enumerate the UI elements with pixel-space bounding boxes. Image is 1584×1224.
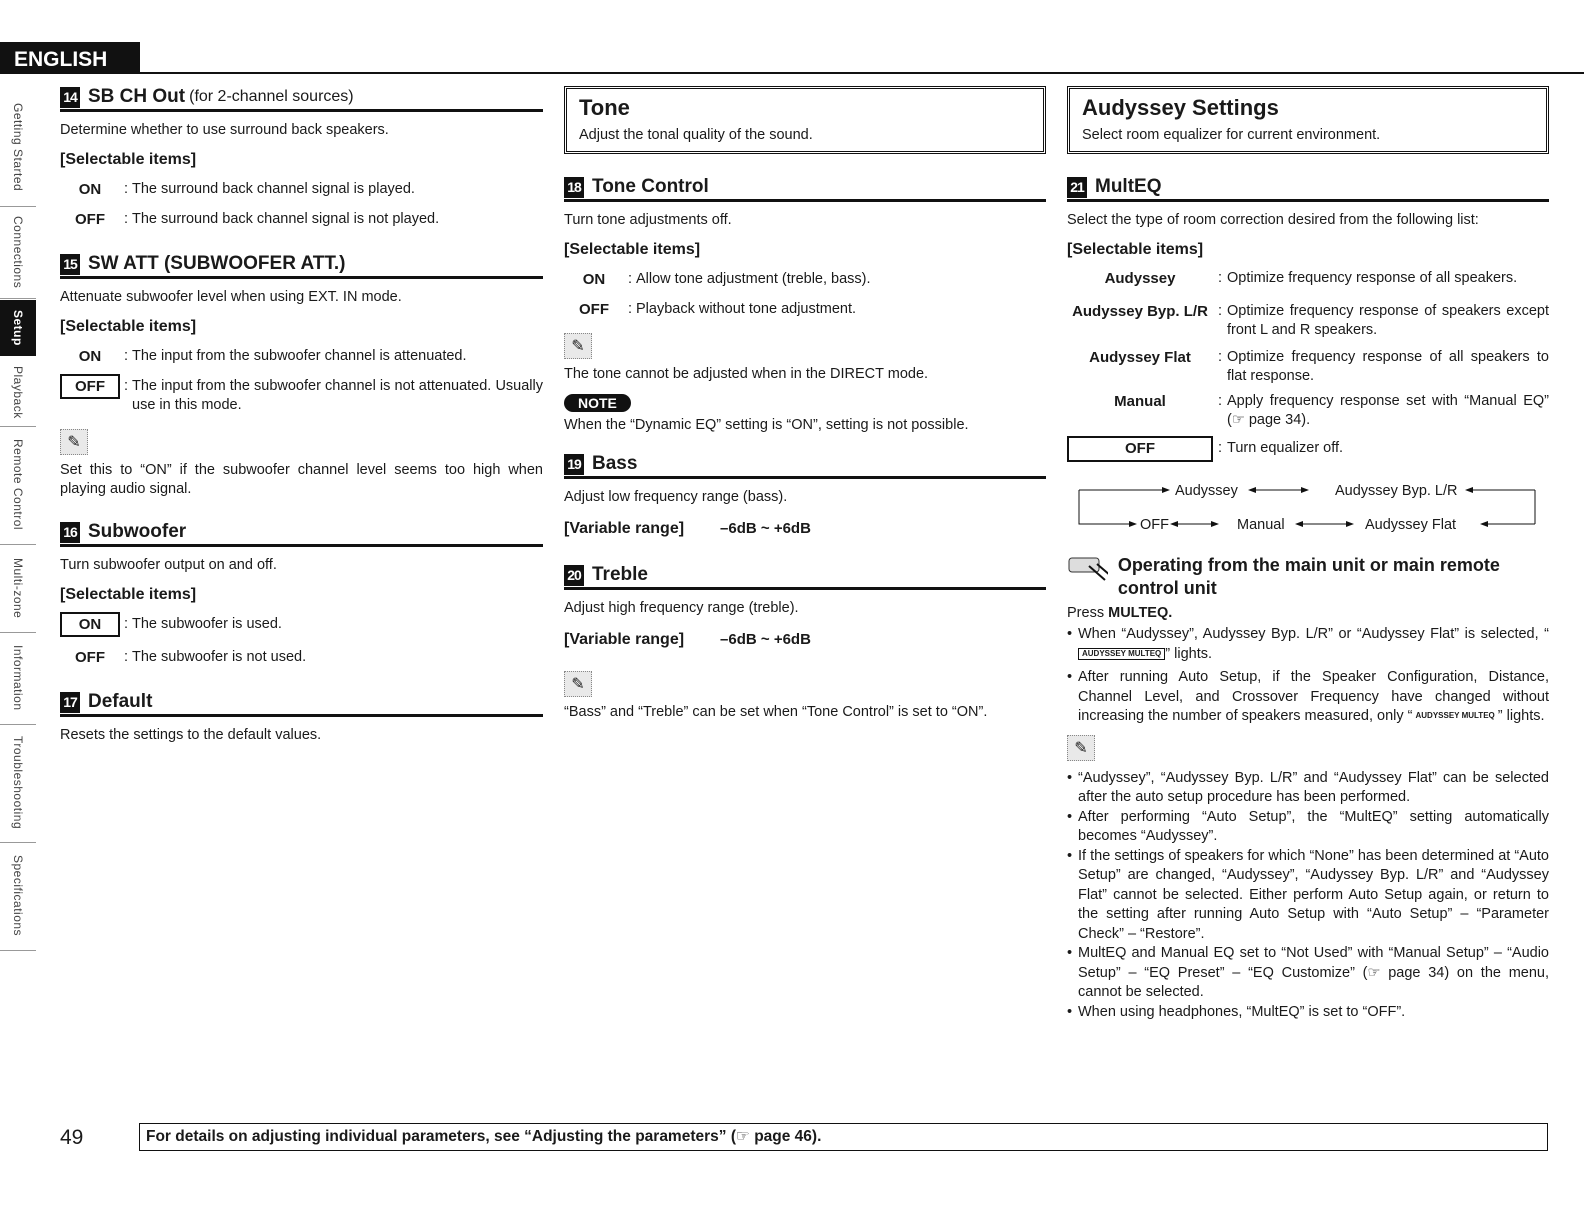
option-key-default: ON bbox=[60, 612, 120, 637]
cycle-audyssey-flat: Audyssey Flat bbox=[1365, 517, 1457, 533]
option-row: OFF : Playback without tone adjustment. bbox=[564, 300, 1046, 319]
section-number: 20 bbox=[564, 565, 584, 586]
section-title: SW ATT (SUBWOOFER ATT.) bbox=[88, 253, 346, 274]
multeq-option: Audyssey Flat : Optimize frequency response of all speakers to flat response. bbox=[1067, 348, 1549, 386]
language-tab: ENGLISH bbox=[0, 42, 140, 74]
memo-pencil-icon: ✎ bbox=[1067, 735, 1095, 761]
bullet: • “Audyssey”, “Audyssey Byp. L/R” and “Audyssey Flat” can be selected after the auto setup procedure has been performed. bbox=[1067, 769, 1549, 808]
section-description: Turn tone adjustments off. bbox=[564, 212, 732, 228]
multeq-cycle-diagram bbox=[1067, 472, 1549, 536]
section-number: 19 bbox=[564, 454, 584, 475]
multeq-button-label: MULTEQ. bbox=[1108, 605, 1173, 621]
option-text: Optimize frequency response of all speakers. bbox=[1227, 270, 1518, 286]
section-number: 14 bbox=[60, 87, 80, 108]
memo-pencil-icon: ✎ bbox=[60, 429, 88, 455]
section-number: 18 bbox=[564, 177, 584, 198]
section-multeq-heading bbox=[1067, 176, 1549, 202]
variable-range bbox=[564, 631, 1046, 649]
side-nav-troubleshooting[interactable]: Troubleshooting bbox=[0, 724, 36, 843]
memo-pencil-icon: ✎ bbox=[564, 671, 592, 697]
tone-title: Tone bbox=[579, 95, 630, 120]
option-key: OFF bbox=[75, 211, 105, 228]
option-text: The surround back channel signal is played. bbox=[132, 181, 415, 197]
option-text: Optimize frequency response of speakers except front L and R speakers. bbox=[1227, 303, 1549, 338]
option-row: OFF : The input from the subwoofer channel is not attenuated. Usually use in this mode. bbox=[60, 377, 543, 415]
selectable-items-label: [Selectable items] bbox=[60, 151, 197, 168]
memo-bullets bbox=[1067, 769, 1549, 1023]
option-text: Playback without tone adjustment. bbox=[636, 301, 857, 317]
tone-header-box bbox=[564, 86, 1046, 154]
column-2 bbox=[564, 86, 1046, 722]
range-value: –6dB ~ +6dB bbox=[720, 520, 811, 537]
section-title: Bass bbox=[592, 453, 638, 474]
section-description: Select the type of room correction desired from the following list: bbox=[1067, 212, 1479, 228]
selectable-items-label: [Selectable items] bbox=[1067, 241, 1204, 258]
option-text: The subwoofer is used. bbox=[132, 616, 282, 632]
press-line: Press MULTEQ. bbox=[1067, 605, 1173, 621]
side-nav-specifications[interactable]: Specifications bbox=[0, 842, 36, 951]
memo-text: “Bass” and “Treble” can be set when “Tone Control” is set to “ON”. bbox=[564, 704, 988, 720]
bullet: • After performing “Auto Setup”, the “MultEQ” setting automatically becomes “Audyssey”. bbox=[1067, 808, 1549, 847]
audyssey-header-box bbox=[1067, 86, 1549, 154]
audyssey-multeq-indicator: AUDYSSEY MULTEQ bbox=[1078, 648, 1165, 660]
memo-pencil-icon: ✎ bbox=[564, 333, 592, 359]
selectable-items-label: [Selectable items] bbox=[60, 586, 197, 603]
option-row: ON : Allow tone adjustment (treble, bass). bbox=[564, 270, 1046, 289]
remote-hand-icon bbox=[1067, 554, 1108, 586]
column-3 bbox=[1067, 86, 1549, 1022]
section-bass-heading bbox=[564, 453, 1046, 479]
memo-text: Set this to “ON” if the subwoofer channel level seems too high when playing audio signal. bbox=[60, 462, 543, 497]
option-key: OFF bbox=[579, 301, 609, 318]
option-row: OFF : The surround back channel signal is not played. bbox=[60, 210, 543, 229]
cycle-audyssey-byp: Audyssey Byp. L/R bbox=[1335, 483, 1458, 499]
option-key: Audyssey Flat bbox=[1089, 349, 1191, 366]
option-text: Optimize frequency response of all speakers to flat response. bbox=[1227, 349, 1549, 384]
cycle-manual: Manual bbox=[1237, 517, 1285, 533]
section-default-heading bbox=[60, 691, 543, 717]
bullet: • If the settings of speakers for which “None” has been determined at “Auto Setup” are changed, “Audyssey”, “Audyssey Byp. L/R” and “Audyssey Flat” cannot be selected. Either perform Auto Setup again, or return to the setting after running Auto Setup with “Auto Setup” – “Parameter Check” – “Restore”. bbox=[1067, 847, 1549, 945]
bullet: • When “Audyssey”, Audyssey Byp. L/R” or “Audyssey Flat” is selected, “AUDYSSEY MULTEQ ” lights. bbox=[1067, 625, 1549, 664]
selectable-items-label: [Selectable items] bbox=[564, 241, 701, 258]
multeq-option: Manual : Apply frequency response set with “Manual EQ” (☞ page 34). bbox=[1067, 392, 1549, 430]
section-number: 21 bbox=[1067, 177, 1087, 198]
option-key: Manual bbox=[1114, 393, 1166, 410]
column-1 bbox=[60, 86, 543, 745]
variable-range bbox=[564, 520, 1046, 538]
side-nav-playback[interactable]: Playback bbox=[0, 358, 36, 427]
section-number: 15 bbox=[60, 254, 80, 275]
multeq-option: Audyssey Byp. L/R : Optimize frequency response of speakers except front L and R speakers. bbox=[1067, 302, 1549, 340]
multeq-option: Audyssey : Optimize frequency response of all speakers. bbox=[1067, 269, 1549, 288]
side-nav-remote-control[interactable]: Remote Control bbox=[0, 426, 36, 545]
option-text: The input from the subwoofer channel is attenuated. bbox=[132, 348, 467, 364]
operating-bullets bbox=[1067, 625, 1549, 727]
selectable-items-label: [Selectable items] bbox=[60, 318, 197, 335]
option-key: Audyssey Byp. L/R bbox=[1072, 303, 1208, 320]
section-title: MultEQ bbox=[1095, 176, 1162, 197]
cycle-off: OFF bbox=[1140, 517, 1169, 533]
section-title: Subwoofer bbox=[88, 521, 187, 542]
range-label: [Variable range] bbox=[564, 631, 685, 648]
operating-heading bbox=[1067, 554, 1549, 600]
section-title: Tone Control bbox=[592, 176, 709, 197]
option-key: ON bbox=[582, 271, 606, 288]
option-key: ON bbox=[78, 181, 102, 198]
note-badge: NOTE bbox=[564, 394, 631, 412]
section-number: 17 bbox=[60, 692, 80, 713]
side-nav-connections[interactable]: Connections bbox=[0, 206, 36, 299]
side-nav-getting-started[interactable]: Getting Started bbox=[0, 88, 36, 207]
section-title: Default bbox=[88, 691, 153, 712]
side-nav-information[interactable]: Information bbox=[0, 632, 36, 725]
section-description: Adjust low frequency range (bass). bbox=[564, 489, 788, 505]
section-treble-heading bbox=[564, 564, 1046, 590]
option-text: The input from the subwoofer channel is not attenuated. Usually use in this mode. bbox=[132, 378, 543, 413]
operating-title: Operating from the main unit or main remote control unit bbox=[1117, 555, 1500, 598]
cycle-audyssey: Audyssey bbox=[1175, 483, 1238, 499]
bullet: • MultEQ and Manual EQ set to “Not Used” with “Manual Setup” – “Audio Setup” – “EQ Preset” – “EQ Customize” (☞ page 34) on the menu, cannot be selected. bbox=[1067, 944, 1549, 1003]
option-row: OFF : The subwoofer is not used. bbox=[60, 648, 543, 667]
option-text: The surround back channel signal is not played. bbox=[132, 211, 440, 227]
section-description: Determine whether to use surround back speakers. bbox=[60, 122, 389, 138]
section-title: Treble bbox=[592, 564, 648, 585]
option-key-default: OFF bbox=[1067, 436, 1213, 462]
side-nav-multi-zone[interactable]: Multi-zone bbox=[0, 544, 36, 633]
option-key: ON bbox=[78, 348, 102, 365]
section-subtitle: (for 2-channel sources) bbox=[189, 88, 354, 105]
audyssey-multeq-indicator: AUDYSSEY MULTEQ bbox=[1415, 711, 1495, 721]
multeq-option: OFF : Turn equalizer off. bbox=[1067, 439, 1549, 462]
audyssey-title: Audyssey Settings bbox=[1082, 95, 1279, 120]
header-rule bbox=[0, 72, 1584, 74]
option-key-default: OFF bbox=[60, 374, 120, 399]
section-title: SB CH Out bbox=[88, 86, 186, 107]
option-row: ON : The surround back channel signal is played. bbox=[60, 180, 543, 199]
option-text: Allow tone adjustment (treble, bass). bbox=[636, 271, 871, 287]
side-nav-setup[interactable]: Setup bbox=[0, 300, 36, 356]
section-description: Turn subwoofer output on and off. bbox=[60, 557, 277, 573]
option-key: Audyssey bbox=[1104, 270, 1176, 287]
option-text: Apply frequency response set with “Manual EQ” (☞ page 34). bbox=[1227, 393, 1549, 428]
memo-text: The tone cannot be adjusted when in the DIRECT mode. bbox=[564, 366, 929, 382]
note-text: When the “Dynamic EQ” setting is “ON”, setting is not possible. bbox=[564, 417, 969, 433]
bullet: • When using headphones, “MultEQ” is set to “OFF”. bbox=[1067, 1003, 1549, 1023]
range-label: [Variable range] bbox=[564, 520, 685, 537]
section-sw-att-heading bbox=[60, 253, 543, 279]
section-sb-ch-out-heading bbox=[60, 86, 543, 112]
option-row: ON : The subwoofer is used. bbox=[60, 615, 543, 637]
option-text: Turn equalizer off. bbox=[1227, 440, 1344, 456]
option-key: OFF bbox=[75, 649, 105, 666]
footer-note: For details on adjusting individual parameters, see “Adjusting the parameters” (☞ page 46). bbox=[139, 1123, 1548, 1151]
section-description: Resets the settings to the default values. bbox=[60, 727, 322, 743]
section-tone-control-heading bbox=[564, 176, 1046, 202]
option-row: ON : The input from the subwoofer channel is attenuated. bbox=[60, 347, 543, 366]
bullet: • After running Auto Setup, if the Speaker Configuration, Distance, Channel Level, and Crossover Frequency have changed without increasing the number of speakers measured, only “ AUDYSSEY MULTEQ ” lights. bbox=[1067, 668, 1549, 727]
audyssey-subtitle: Select room equalizer for current environment. bbox=[1082, 127, 1381, 143]
range-value: –6dB ~ +6dB bbox=[720, 631, 811, 648]
section-subwoofer-heading bbox=[60, 521, 543, 547]
page-number: 49 bbox=[60, 1126, 84, 1149]
section-description: Adjust high frequency range (treble). bbox=[564, 600, 799, 616]
section-description: Attenuate subwoofer level when using EXT. IN mode. bbox=[60, 289, 402, 305]
option-text: The subwoofer is not used. bbox=[132, 649, 307, 665]
tone-subtitle: Adjust the tonal quality of the sound. bbox=[579, 127, 813, 143]
section-number: 16 bbox=[60, 522, 80, 543]
